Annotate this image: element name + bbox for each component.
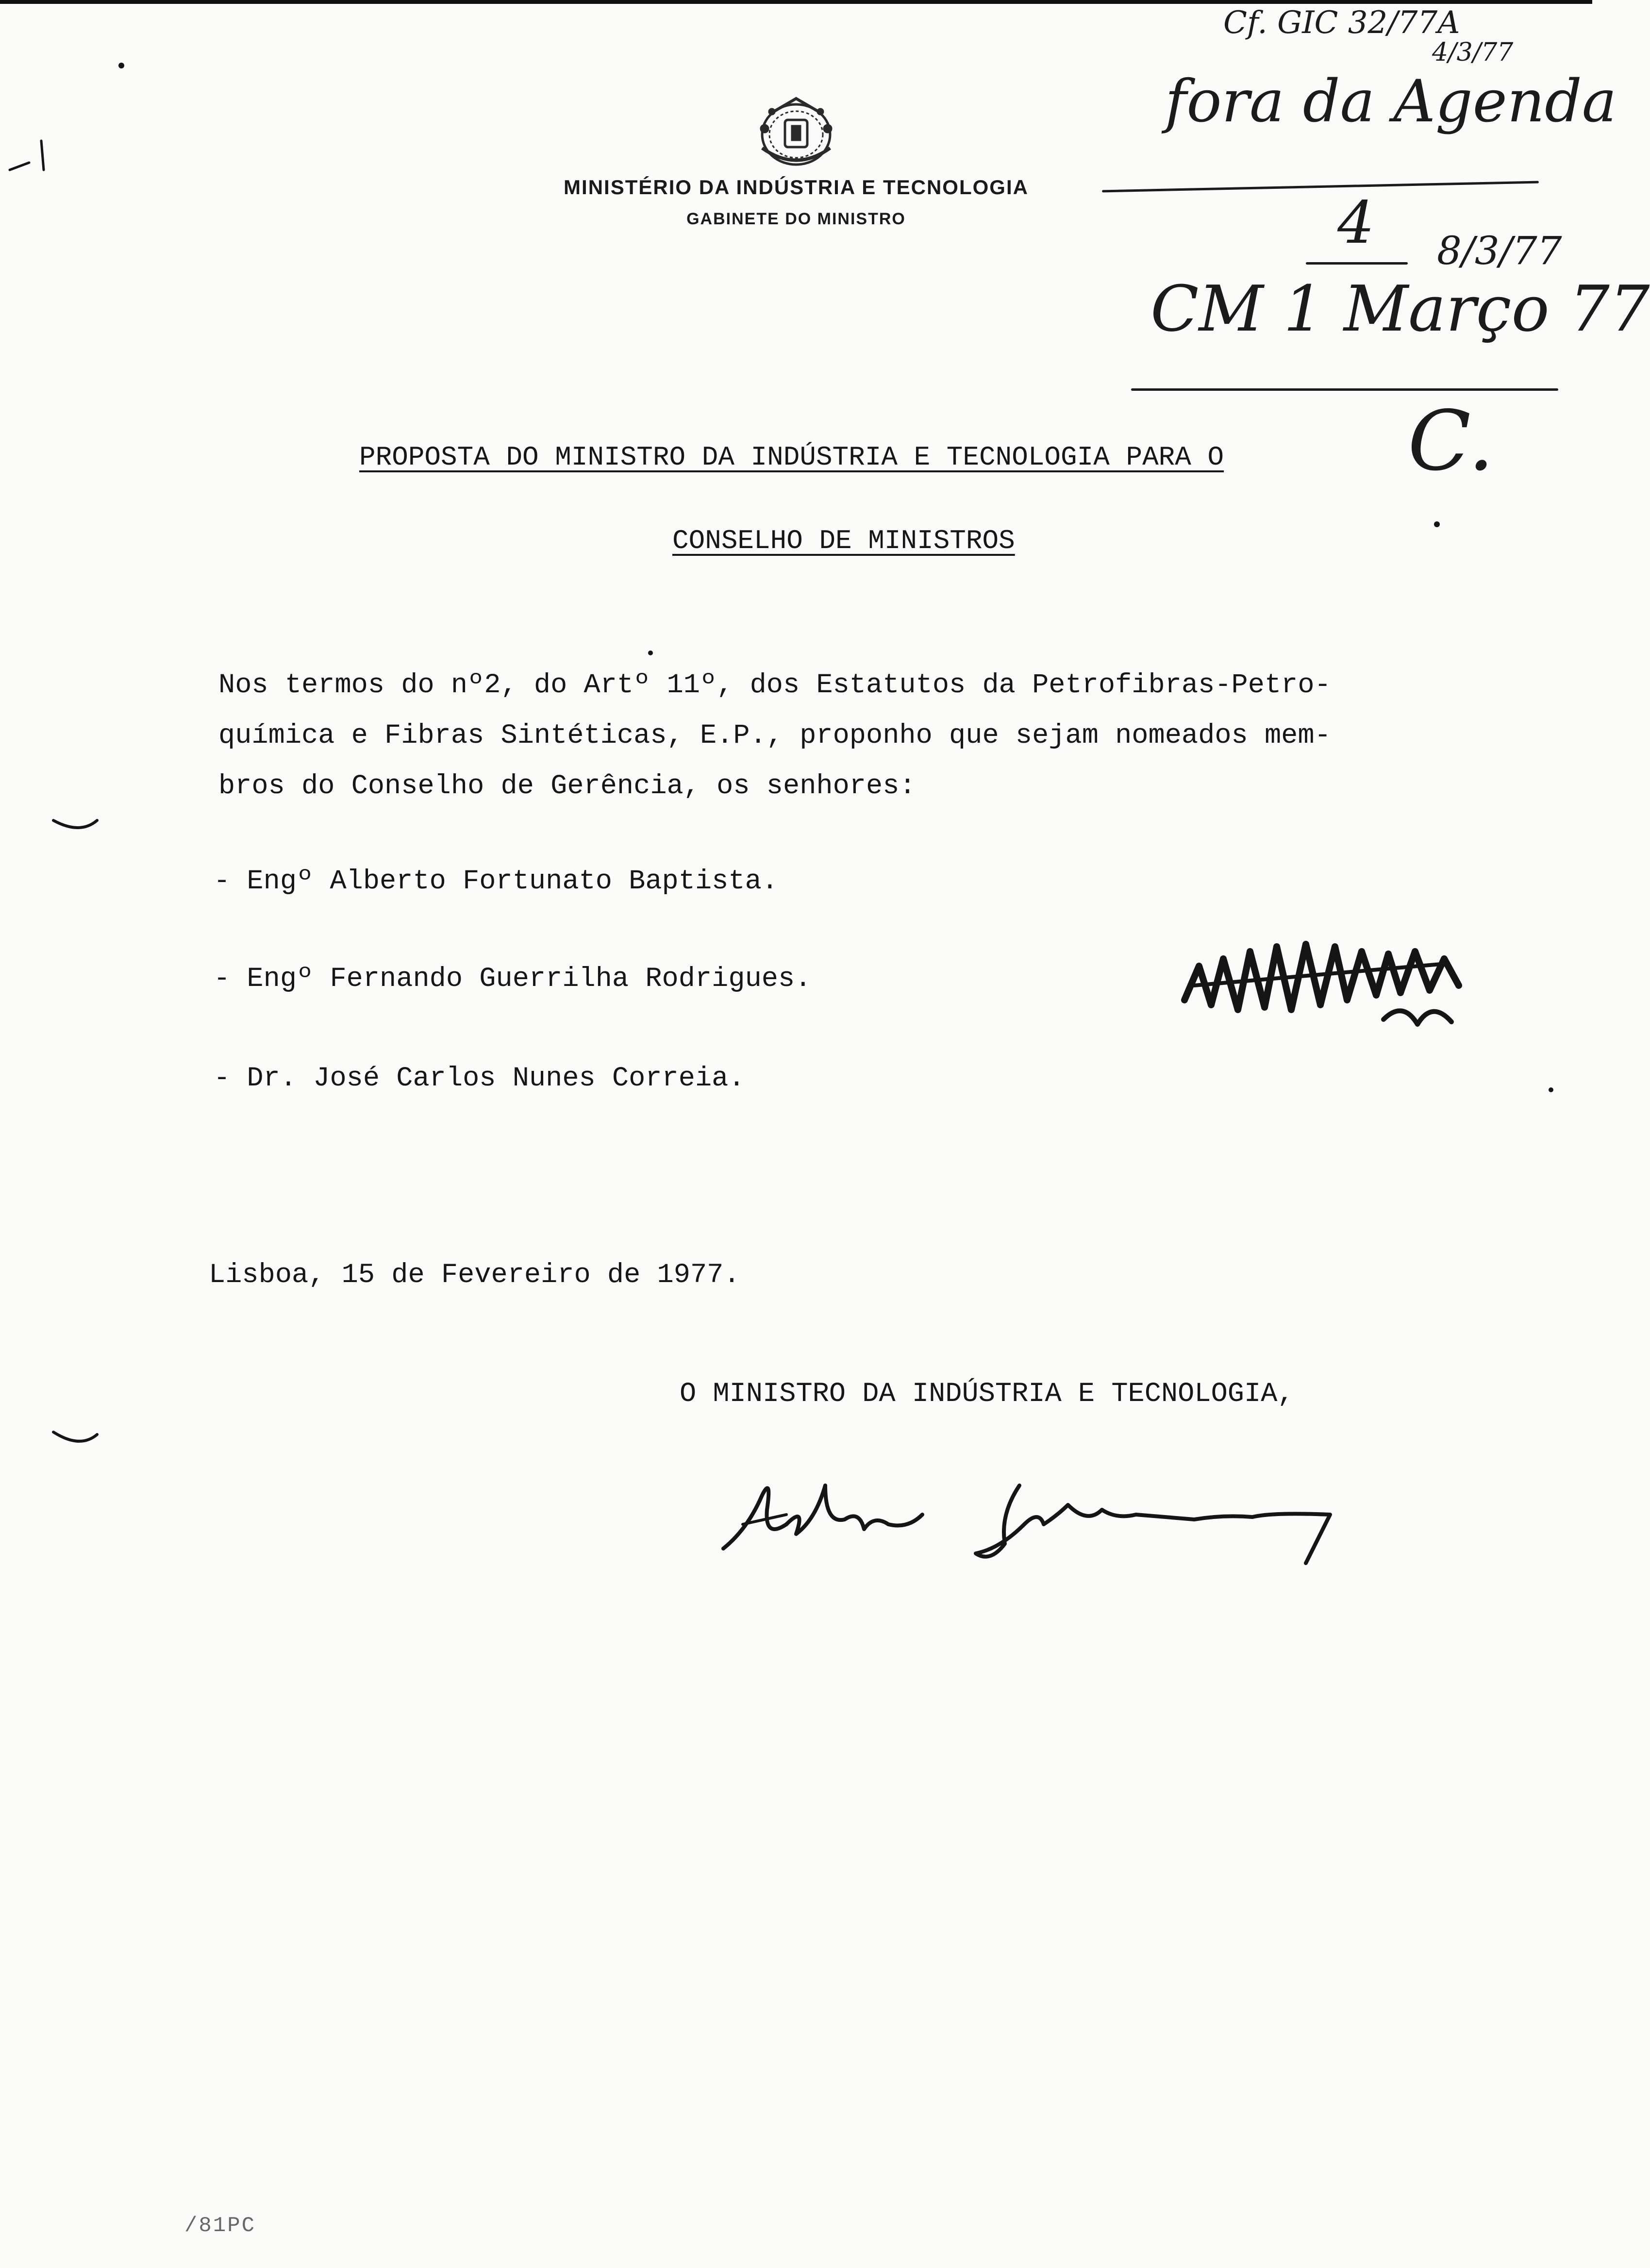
handwritten-number-date: 8/3/77 xyxy=(1437,228,1562,273)
nominee-item: - Dr. José Carlos Nunes Correia. xyxy=(214,1063,745,1094)
place-and-date: Lisboa, 15 de Fevereiro de 1977. xyxy=(209,1260,740,1291)
document-title-line-2: CONSELHO DE MINISTROS xyxy=(672,525,1015,556)
nominee-item: - Engº Alberto Fortunato Baptista. xyxy=(214,866,778,897)
cabinet-name: GABINETE DO MINISTRO xyxy=(686,210,906,228)
minister-signature xyxy=(723,1485,922,1549)
scribbled-initials xyxy=(1184,944,1459,1010)
handwritten-number: 4 xyxy=(1337,189,1375,257)
handwritten-council-note: CM 1 Março 77 xyxy=(1150,272,1650,346)
footer-archive-mark: /81PC xyxy=(184,2214,256,2238)
handwritten-agenda-note: fora da Agenda xyxy=(1165,68,1617,135)
handwritten-reference: Cf. GIC 32/77A xyxy=(1223,5,1460,41)
body-line-1: Nos termos do nº2, do Artº 11º, dos Estatutos da Petrofibras-Petro- xyxy=(218,670,1331,701)
document-title-line-1: PROPOSTA DO MINISTRO DA INDÚSTRIA E TECNOLOGIA PARA O xyxy=(359,442,1224,473)
signatory-title: O MINISTRO DA INDÚSTRIA E TECNOLOGIA, xyxy=(680,1379,1294,1410)
handwritten-initial: C. xyxy=(1408,393,1495,489)
nominee-item: - Engº Fernando Guerrilha Rodrigues. xyxy=(214,964,812,995)
body-line-2: química e Fibras Sintéticas, E.P., proponho que sejam nomeados mem- xyxy=(218,720,1331,751)
body-line-3: bros do Conselho de Gerência, os senhores: xyxy=(218,771,916,802)
ministry-name: MINISTÉRIO DA INDÚSTRIA E TECNOLOGIA xyxy=(564,176,1029,199)
handwritten-reference-date: 4/3/77 xyxy=(1432,38,1514,67)
